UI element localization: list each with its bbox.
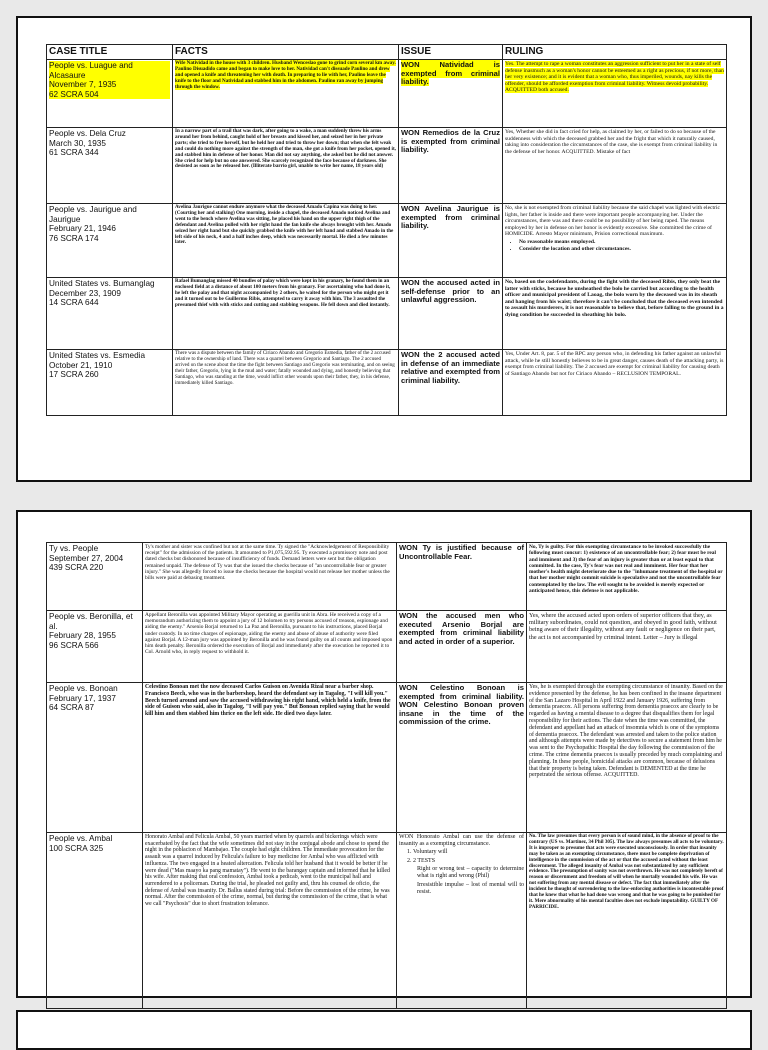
case-citation: 64 SCRA 87	[49, 703, 95, 713]
table-row	[47, 204, 727, 278]
case-date: March 30, 1935	[49, 138, 106, 148]
header-ruling: RULING	[503, 45, 727, 60]
case-title-cell	[47, 278, 173, 350]
case-date: November 7, 1935	[49, 80, 170, 90]
header-issue: ISSUE	[399, 45, 503, 60]
facts-cell: Avelina Jaurigue cannot endure anymore what the deceased Amado Capina was doing to her. (Courting her and stalking) One morning, inside a chapel, the deceased Amado noticed Avelina and went to the bench where Avelina was sitting, he placed his hand on the upper right thigh of the defendant and Avelina pulled with her right hand the fan knife she always brought with her. Amado seized her right hand but she quickly grabbed the knife with her left hand and stabbed Amado in the left side of his neck, 4 and a half inches deep, which was necessarily mortal. He died a few minutes later.	[173, 204, 399, 278]
ruling-cell: No, based on the codefendants, during the fight with the deceased Ribis, they only beat the latter with sticks, because he unsheathed the bolo he carried but according to the health officer and municipal president of Laoag, the bolo worn by the deceased was in its sheath and hanging from his waist; therefore it can't be concluded that the deceased even intended to assault his murderers, it is not reasonable to believe that, before falling to the ground in a dying condition he succeeded in sheathing his bolo.	[503, 278, 727, 350]
issue-subtests	[413, 866, 524, 896]
case-title-cell	[47, 60, 173, 128]
case-name: People vs. Bonoan	[49, 684, 118, 693]
issue-test	[413, 858, 524, 896]
document-page-3	[16, 1010, 752, 1050]
case-citation: 14 SCRA 644	[49, 298, 99, 308]
case-digest-table-1	[46, 44, 727, 416]
case-name: United States vs. Bumanglag	[49, 279, 155, 288]
case-digest-table-2	[46, 542, 727, 1009]
table-row	[47, 128, 727, 204]
ruling-text: Yes. The attempt to rape a woman constitutes an aggression sufficient to put her in a state of self defense inasmuch as a woman's honor cannot be esteemed as a right as precious, if not more, than her very existence; and it is evident that a woman who, thus imperiled, wounds, nay kills the offender, should be afforded exemption from criminal liability. Witness devoid probability. ACQUITTED both accused.	[505, 61, 724, 94]
document-page-1	[16, 16, 752, 482]
issue-cell	[399, 60, 503, 128]
case-date: February 28, 1955	[49, 631, 116, 641]
case-title-cell	[47, 128, 173, 204]
ruling-cell: No, Ty is guilty. For this exempting circumstance to be invoked successfully the following must concur: 1) existence of an uncontrollable fear; 2) fear must be real and imminent and 3) the fear of an injury is greater than or at least equal to that committed. In the case, Ty's fear was not real and imminent. Her fear that her mother's health might deteriorate due to the "inhumane treatment of the hospital or that her mother might commit suicide is speculative and not the uncontrollable fear contemplated by the law. The evil sought to be avoided is merely expected or anticipated hence, this defense is not applicable.	[527, 543, 727, 611]
facts-cell: Honorato Ambal and Felicula Ambal, 50 years married when by quarrels and bickerings which were exacerbated by the fact that the wife sometimes did not stay in the conjugal abode and chose to spend the night in the poblacion of Mambajao. The couple had eight children. The immediate provocation for the assault was a quarrel induced by Felicula's failure to buy medicine for Ambal who was afflicted with influenza. The two engaged in a heated altercation. Felicula told her husband that it would be better if he were dead ("Mas maayo ka pang mamatay"). He went to the barangay captain and informed that he killed his wife. After making that oral confession, Ambal took a pedicab, went to the municipal hall and surrendered to a policeman. During the trial, he pleaded not guilty and, thru his counsel de oficio, the defense of Ambal was insanity. Dr. Ballus stated during trial: Before the commission of the crime, he was normal. After the commission of the crime, normal, but during the commission of the crime, that is what we call "Psychosis" due to short frustration tolerance.	[143, 833, 397, 1009]
issue-tests	[399, 849, 524, 896]
case-name: People vs. Dela Cruz	[49, 129, 126, 138]
case-citation: 100 SCRA 325	[49, 843, 104, 853]
issue-cell: WON Remedios de la Cruz is exempted from criminal liability.	[399, 128, 503, 204]
case-date: February 17, 1937	[49, 693, 116, 703]
case-name: Ty vs. People	[49, 544, 99, 553]
case-title-cell	[47, 683, 143, 833]
case-name: People vs. Luague and Alcasaure	[49, 61, 170, 80]
table-row	[47, 543, 727, 611]
header-row	[47, 45, 727, 60]
facts-cell: Rafael Bumanglag missed 40 bundles of palay which were kept in his granary, he found them in an enclosed field at a distance of about 100 meters from his granary. For ascertaining who had done it, he left the palay and that night accompanied by 2 others, he waited for the person who might get it and it turned out to be Guillermo Ribis, attempted to carry it away with him. The 3 assaulted the presumed thief with with sticks and cutting and stabbing weapons. He fell down and died instantly.	[173, 278, 399, 350]
ruling-cell: Yes, Whether she did in fact cried for help, as claimed by her, or failed to do so because of the suddenness with which the deceased grabbed her and the fright that which it naturally caused, taking into consideration the circumstances of the case, she is exempt from criminal liability in the defense of her honor. ACQUITTED. Mistake of fact	[503, 128, 727, 204]
ruling-point: • Consider the location and other circumstances.	[519, 246, 724, 253]
case-title-cell	[47, 833, 143, 1009]
case-title-cell	[47, 543, 143, 611]
issue-cell: WON Ty is justified because of Uncontrollable Fear.	[397, 543, 527, 611]
facts-text: Wife Natividad in the house with 3 children. Husband Wenceslao gone to grind corn several km away. Paulino Disuadido came and began to make love to her. Natividad can't dissuade Paulino and drew and opened a knife and threatening her with death. In preparing to lie with her, Paulino leave the knife to the floor and Natividad and stabbed him in the abdomen. Paulino ran away by jumping through the window.	[175, 60, 396, 90]
ruling-cell	[503, 204, 727, 278]
case-title-cell	[47, 611, 143, 683]
document-page-2	[16, 510, 752, 998]
issue-subtest: Right or wrong test – capacity to determine what is right and wrong (Phil)	[417, 866, 524, 879]
case-citation: 96 SCRA 566	[49, 640, 99, 650]
ruling-text: No, she is not exempted from criminal liability because the said chapel was lighted with electric lights, her father is inside and there were important people accompanying her. Under the circumstances, there was and there could be no possibility of her being raped. The means employed by her in defense on her honor is evidently excessive. She committed the crime of HOMICIDE. Arresto Mayor minimum, Prision correctional maximum.	[505, 205, 720, 238]
ruling-points	[505, 239, 724, 252]
ruling-cell: Yes, Under Art. 8, par. 5 of the RPC any person who, in defending his father against an unlawful attack, while he still honestly believes to be in great danger, causes death of the attacking party, is exempt from criminal liability. The 2 accused are exempt for criminal liability for causing death of Santiago Abando but not for Ciriaco Abando – RECLUSION TEMPORAL.	[503, 350, 727, 416]
issue-cell: WON the accused men who executed Arsenio Borjal are exempted from criminal liability and acted in order of a superior.	[397, 611, 527, 683]
ruling-cell	[503, 60, 727, 128]
facts-cell: In a narrow part of a trail that was dark, after going to a wake, a man suddenly threw his arms around her from behind, caught hold of her breasts and kissed her, and seized her in her private parts; she tried to free herself, but he held her and tried to throw her down; that when she felt weak and could do nothing more against the strength of the man, she got a knife from her pocket, opened it, and stabbed him in defense of her honor. Man did not say anything, she asked but he did not answer. She cried for help but no one answered. She scarcely recognized the face because of darkness. She desisted as soon as he released her. (Illiterate barrio girl, unable to write her name, 18 years old)	[173, 128, 399, 204]
table-row	[47, 833, 727, 1009]
case-date: October 21, 1910	[49, 360, 113, 370]
issue-text: WON Natividad is exempted from criminal liability.	[401, 60, 500, 87]
issue-cell	[397, 833, 527, 1009]
ruling-cell: No. The law presumes that every person is of sound mind, in the absence of proof to the contrary (US vs. Martinez, 34 Phil 305). The law always presumes all acts to be voluntary. It is improper to presume that acts were executed unconsciously. In order that insanity may be taken as an exempting circumstance, there must be complete deprivation of intelligence in the commission of the act or that the accused acted without the least discernment. The alleged insanity of Ambal was not substantiated by any sufficient evidence. The presumption of sanity was not overthrown. He was not completely bereft of reason or discernment and freedom of will when he mortally wounded his wife. He was not suffering from any mental disease or defect. The fact that immediately after the incident he thought of surrendering to the law-enforcing authorities is incontestable proof that he knew that what he had done was wrong and that he was going to be punished for it. Mere abnormality of his mental faculties does not exclude imputability. GUILTY OF PARRICIDE.	[527, 833, 727, 1009]
table-row	[47, 278, 727, 350]
header-case-title: CASE TITLE	[47, 45, 173, 60]
issue-text: WON Honorato Ambal can use the defense of insanity as a exempting circumstance.	[399, 834, 524, 847]
facts-cell: Celestino Bonoan met the now deceased Carlos Guison on Avenida Rizal near a barber shop. Francisco Beech, who was in the barbershop, heard the defendant say in Tagalog, "I will kill you." Beech turned around and saw the accused withdrawing his right hand, which held a knife, from the side of Guison who said, also in Tagalog, "I will pay you." But Bonoan replied saying that he would kill him and then stabbed him thrice on the left side. He died two days later.	[143, 683, 397, 833]
case-citation: 61 SCRA 344	[49, 148, 99, 158]
case-name: People vs. Beronilla, et al.	[49, 612, 133, 631]
case-citation: 439 SCRA 220	[49, 563, 104, 573]
facts-cell: Ty's mother and sister was confined but not at the same time. Ty signed the "Acknowledgement of Responsibility receipt" for the admission of the patients. It amounted to P1,075,592.95. Ty executed a promissory note and post dated checks but dishonored because of insufficiency of funds. Demand letters were sent but the obligation remained unpaid. The defense of Ty was that she issued the checks because of "an uncontrollable fear or greater injury." She was allegedly forced to issue the checks because the hospital would not release her mother unless the bills were paid at debasing treatment.	[143, 543, 397, 611]
table-row	[47, 611, 727, 683]
case-date: December 23, 1909	[49, 288, 121, 298]
issue-cell: WON the accused acted in self-defense prior to an unlawful aggression.	[399, 278, 503, 350]
ruling-cell: Yes, where the accused acted upon orders of superior officers that they, as military subordinates, could not question, and obeyed in good faith, without being aware of their illegality, without any fault or negligence on their part, the act is not accompanied by criminal intent. Letter – Jury is illegal	[527, 611, 727, 683]
ruling-point: • No reasonable means employed.	[519, 239, 724, 246]
case-citation: 17 SCRA 260	[49, 370, 99, 380]
case-date: February 21, 1946	[49, 224, 116, 234]
issue-test: 1. Voluntary will	[413, 849, 524, 856]
facts-cell	[173, 60, 399, 128]
case-date: September 27, 2004	[49, 553, 124, 563]
case-name: People vs. Ambal	[49, 834, 113, 843]
issue-cell: WON the 2 accused acted in defense of an immediate relative and exempted from criminal liability.	[399, 350, 503, 416]
case-title-cell	[47, 204, 173, 278]
table-row	[47, 683, 727, 833]
table-row	[47, 350, 727, 416]
case-name: United States vs. Esmedia	[49, 351, 146, 360]
facts-cell: Appellant Beronilla was appointed Military Mayor operating as guerilla unit in Abra. He received a copy of a memorandum authorizing them to appoint a jury of 12 bolomen to try persons accused of treason, espionage and aiding the enemy." Arsenio Borjal returned to La Paz and Beronilla, pursuant to his instructions, placed Borjal under custody. In no time charges of espionage, aiding the enemy and abuse of abuse of authority were filed against Borjal. A 12-man jury was appointed by Beronilla and he was found guilty on all counts and imposed upon him death penalty. Beronilla ordered the execution of Borjal and immediately after the execution he reported it to Col. Arnold who, in reply request to withhold it.	[143, 611, 397, 683]
table-row	[47, 60, 727, 128]
issue-cell: WON Avelina Jaurigue is exempted from criminal liability.	[399, 204, 503, 278]
case-title-cell	[47, 350, 173, 416]
issue-subtest: Irresistible impulse – lost of mental will to resist.	[417, 882, 524, 895]
header-facts: FACTS	[173, 45, 399, 60]
case-citation: 76 SCRA 174	[49, 233, 99, 243]
facts-cell: There was a dispute between the family of Ciriaco Abando and Gregorio Esmedia, father of the 2 accused relative to the ownership of land. There was a quarrel between Gregorio and Santiago. The 2 accused arrived on the scene about the time the fight between Santiago and Gregorio was terminating, and on seeing their father, Gregorio, lying in the mud and water; fatally wounded and dying, and honestly believing that Santiago, who was standing at the time, would inflict other wounds upon their father, they, in his defense, immediately killed Santiago.	[173, 350, 399, 416]
ruling-cell: Yes, he is exempted through the exempting circumstance of insanity. Based on the evidence presented by the defense, he has been confined in the insane department of the San Lazaro Hospital in April 1922 and January 1926, suffering from dementia praecox. All persons suffering from dementia praecox are clearly to be regarded as having a mental disease to a degree that disqualifies them for legal responsibility for their actions. The date when the time was committed, the defendant and appellant had an attack of insomnia which is one of the symptoms of dementia praecox. The defendant was arrested and taken to the police station and although attempts were made by detectives to secure a statement from him he was sent to the Psychopathic Hospital the day following the commission of the crime. The crime dementia praecox is usually preceded by much complaining and planning. In these people, homicidal attacks are common, because of delusions that their property is being taken. Defendant is DEMENTED at the time he perpetrated the serious offense. ACQUITTED.	[527, 683, 727, 833]
issue-cell: WON Celestino Bonoan is exempted from criminal liability. WON Celestino Bonoan proven insane in the time of the commission of the crime.	[397, 683, 527, 833]
case-citation: 62 SCRA 504	[49, 90, 170, 100]
case-name: People vs. Jaurigue and Jaurigue	[49, 205, 137, 224]
issue-test-label: 2 TESTS	[413, 858, 436, 864]
